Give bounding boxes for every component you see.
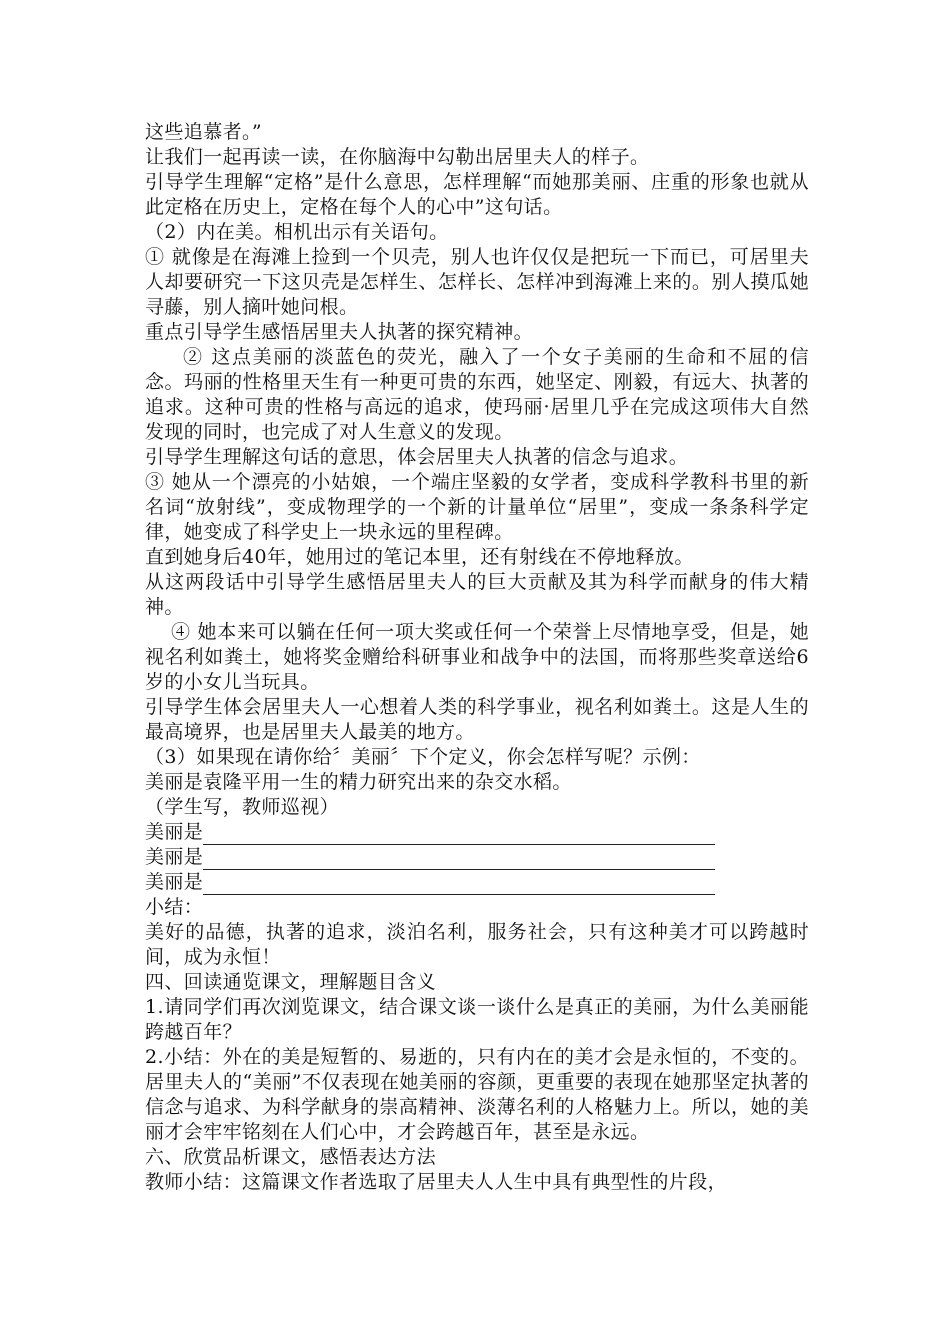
paragraph-6: 重点引导学生感悟居里夫人执著的探究精神。 [145, 321, 534, 343]
paragraph-16: （学生写，教师巡视） [145, 796, 340, 818]
section-heading-4: 四、回读通览课文，理解题目含义 [145, 971, 437, 993]
paragraph-3: 引导学生理解“定格”是什么意思，怎样理解“而她那美丽、庄重的形象也就从此定格在历史上，定格在每个人的心中”这句话。 [145, 171, 809, 218]
summary-label: 小结： [145, 896, 204, 918]
paragraph-11: 从这两段话中引导学生感悟居里夫人的巨大贡献及其为科学而献身的伟大精神。 [145, 571, 809, 618]
fill-in-line-1 [145, 820, 809, 845]
paragraph-1: 这些追慕者。” [145, 121, 263, 143]
paragraph-12: ④ 她本来可以躺在任何一项大奖或任何一个荣誉上尽情地享受，但是，她视名利如粪土，她将奖金赠给科研事业和战争中的法国，而将那些奖章送给6岁的小女儿当玩具。 [145, 621, 809, 693]
paragraph-10: 直到她身后40年，她用过的笔记本里，还有射线在不停地释放。 [145, 546, 694, 568]
document-page [145, 120, 809, 1195]
teacher-summary: 教师小结：这篇课文作者选取了居里夫人人生中具有典型性的片段， [145, 1171, 728, 1193]
paragraph-15: 美丽是袁隆平用一生的精力研究出来的杂交水稻。 [145, 771, 572, 793]
question-1: 1.请同学们再次浏览课文，结合课文谈一谈什么是真正的美丽，为什么美丽能跨越百年？ [145, 996, 809, 1043]
paragraph-9: ③ 她从一个漂亮的小姑娘，一个端庄坚毅的女学者，变成科学教科书里的新名词“放射线”，变成物理学的一个新的计量单位“居里”，变成一条条科学定律，她变成了科学史上一块永远的里程碑。 [145, 471, 809, 543]
blank-rule [203, 826, 715, 845]
question-2-summary: 2.小结：外在的美是短暂的、易逝的，只有内在的美才会是永恒的，不变的。居里夫人的“美丽”不仅表现在她美丽的容颜，更重要的表现在她那坚定执著的信念与追求、为科学献身的崇高精神、淡薄名利的人格魅力上。所以，她的美丽才会牢牢铭刻在人们心中，才会跨越百年，甚至是永远。 [145, 1046, 809, 1143]
blank-rule [203, 876, 715, 895]
paragraph-4: （2）内在美。相机出示有关语句。 [145, 221, 449, 243]
fill-in-prefix: 美丽是 [145, 871, 204, 893]
fill-in-line-3 [145, 870, 809, 895]
summary-text: 美好的品德，执著的追求，淡泊名利，服务社会，只有这种美才可以跨越时间，成为永恒！ [145, 921, 809, 968]
paragraph-7: ② 这点美丽的淡蓝色的荧光，融入了一个女子美丽的生命和不屈的信念。玛丽的性格里天生有一种更可贵的东西，她坚定、刚毅，有远大、执著的追求。这种可贵的性格与高远的追求，使玛丽·居里几乎在完成这项伟大自然发现的同时，也完成了对人生意义的发现。 [145, 346, 809, 443]
section-heading-6: 六、欣赏品析课文，感悟表达方法 [145, 1146, 437, 1168]
fill-in-line-2 [145, 845, 809, 870]
fill-in-prefix: 美丽是 [145, 821, 204, 843]
paragraph-5: ① 就像是在海滩上捡到一个贝壳，别人也许仅仅是把玩一下而已，可居里夫人却要研究一下这贝壳是怎样生、怎样长、怎样冲到海滩上来的。别人摸瓜她寻藤，别人摘叶她问根。 [145, 246, 809, 318]
paragraph-8: 引导学生理解这句话的意思，体会居里夫人执著的信念与追求。 [145, 446, 689, 468]
paragraph-2: 让我们一起再读一读，在你脑海中勾勒出居里夫人的样子。 [145, 146, 650, 168]
paragraph-13: 引导学生体会居里夫人一心想着人类的科学事业，视名利如粪土。这是人生的最高境界，也是居里夫人最美的地方。 [145, 696, 809, 743]
blank-rule [203, 851, 715, 870]
fill-in-prefix: 美丽是 [145, 846, 204, 868]
paragraph-14: （3）如果现在请你给〞美丽〞下个定义，你会怎样写呢？示例： [145, 746, 701, 768]
